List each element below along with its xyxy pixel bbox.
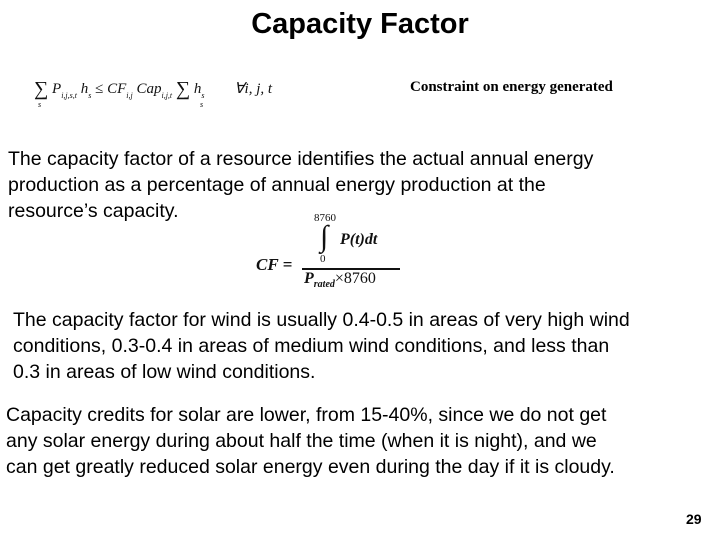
capacity-factor-definition [8, 146, 720, 224]
integrand: P(t)dt [340, 231, 378, 248]
wind-capacity-paragraph [13, 307, 720, 385]
rhs-hours-term: h [193, 81, 202, 97]
rated-subscript: rated [313, 279, 335, 290]
paragraph-line: The capacity factor for wind is usually 0.4-0.5 in areas of very high wind [13, 309, 630, 331]
rated-power: P [304, 270, 314, 287]
paragraph-line: resource’s capacity. [8, 200, 179, 222]
power-term: P [52, 81, 62, 97]
rhs-sum-index: s [200, 100, 204, 109]
hours-per-year: ×8760 [334, 270, 376, 287]
rhs-sum-symbol: ∑ [175, 78, 191, 100]
integral-upper-limit: 8760 [314, 212, 336, 224]
integral-sign: ∫ [320, 220, 329, 253]
paragraph-line: 0.3 in areas of low wind conditions. [13, 361, 316, 383]
cf-formula-lhs: CF = [256, 255, 293, 274]
less-equal-operator: ≤ [95, 81, 104, 97]
cf-formula-denominator [304, 270, 376, 290]
forall-quantifier: ∀i, j, t [234, 81, 273, 97]
paragraph-line: Capacity credits for solar are lower, from 15-40%, since we do not get [6, 404, 607, 426]
paragraph-line: The capacity factor of a resource identifies the actual annual energy [8, 148, 594, 170]
slide-title: Capacity Factor [251, 8, 469, 40]
rhs-hours-subscript: s [201, 91, 205, 100]
hours-term: h [80, 81, 89, 97]
page-number: 29 [686, 511, 702, 527]
paragraph-line: can get greatly reduced solar energy even during the day if it is cloudy. [6, 456, 615, 478]
cf-term-subscript: i,j [126, 91, 133, 100]
energy-constraint-equation [34, 76, 273, 109]
sum-symbol: ∑ [34, 78, 49, 100]
cf-term: CF [107, 81, 127, 97]
hours-term-subscript: s [88, 91, 92, 100]
paragraph-line: conditions, 0.3-0.4 in areas of medium wind conditions, and less than [13, 335, 610, 357]
sum-index: s [38, 100, 42, 109]
paragraph-line: production as a percentage of annual energy production at the [8, 174, 546, 196]
power-term-subscript: i,j,s,t [61, 91, 77, 100]
solar-capacity-paragraph [6, 402, 720, 480]
cap-term: Cap [136, 81, 162, 97]
constraint-label: Constraint on energy generated [410, 79, 613, 95]
paragraph-line: any solar energy during about half the time (when it is night), and we [6, 430, 597, 452]
integral-lower-limit: 0 [320, 253, 326, 265]
cap-term-subscript: i,j,t [161, 91, 173, 100]
